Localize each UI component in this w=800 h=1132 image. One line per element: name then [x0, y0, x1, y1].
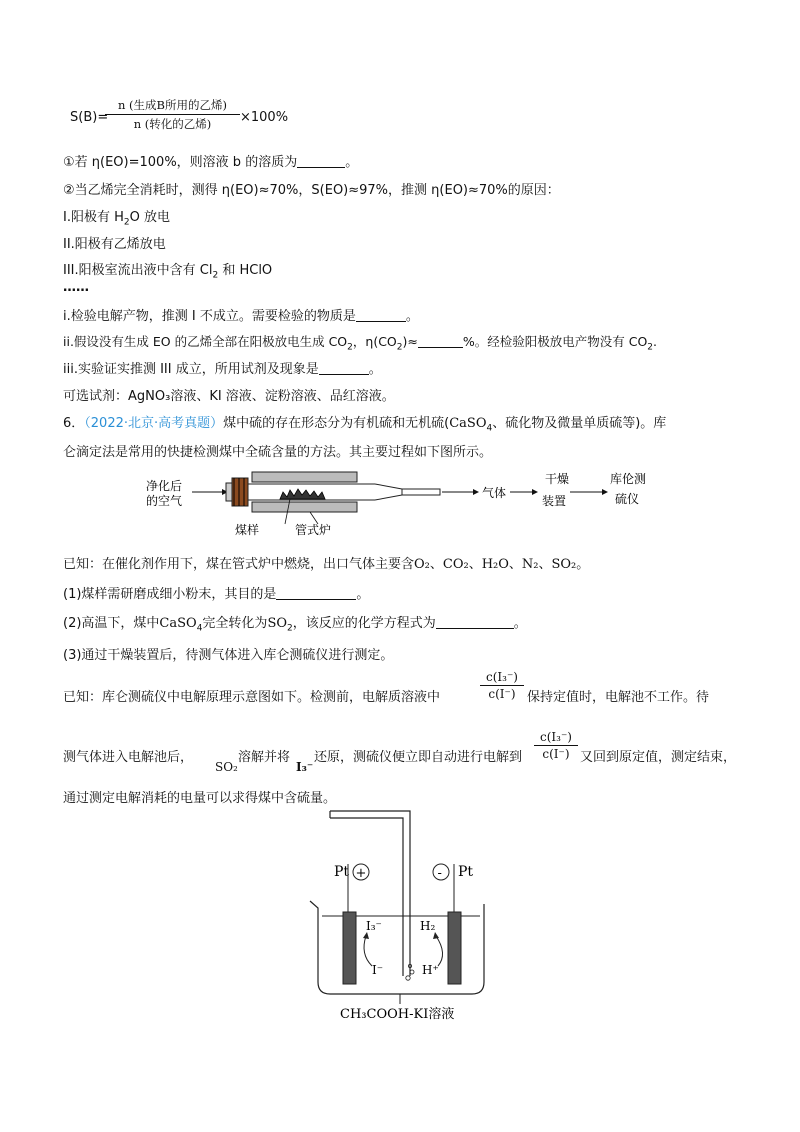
question-number: 6．	[63, 416, 85, 431]
svg-text:+: +	[355, 866, 367, 881]
coal-sample-label: 煤样	[235, 523, 260, 537]
tube-furnace-label: 管式炉	[295, 523, 332, 537]
electrolysis-cell-diagram	[300, 806, 500, 1022]
q5-sub-ii: ii.假设没有生成 EO 的乙烯全部在阳极放电生成 $CO_2$，$\eta(CO_2)\approx$ %。经检验阳极放电产物没有 $CO_2$.	[63, 334, 657, 353]
flow-dryer-label-2: 装置	[542, 494, 567, 508]
q5-hypothesis-1: I.阳极有 $H_2O$ 放电	[63, 210, 170, 228]
answer-blank[interactable]	[297, 155, 345, 168]
formula-sb-numerator: n (生成B所用的乙烯)	[105, 97, 240, 115]
q6-intro-line2: 仑滴定法是常用的快捷检测煤中全硫含量的方法。其主要过程如下图所示。	[63, 445, 493, 460]
formula-sb-fraction	[105, 97, 240, 132]
q6-known-3-a: 测气体进入电解池后，	[63, 750, 194, 765]
cathode-electrode	[448, 912, 461, 984]
q5-hypothesis-3: III.阳极室流出液中含有 $Cl_2$ 和 HClO	[63, 263, 273, 281]
iodide-ratio-fraction-1: $\frac{\text{c(I₃⁻)}}{c(I^-)}$	[480, 670, 524, 701]
q6-known-1: 已知：在催化剂作用下，煤在管式炉中燃烧，出口气体主要含O₂、CO₂、H₂O、N₂、SO₂。	[63, 557, 590, 572]
q5-item2: ②当乙烯完全消耗时，测得 η(EO)≈70%，S(EO)≈97%，推测 η(EO)≈70%的原因：	[63, 183, 560, 198]
flow-inlet-label-1: 净化后	[146, 479, 183, 493]
q5-sub-iii: iii.实验证实推测 III 成立，所用试剂及现象是 。	[63, 362, 382, 377]
q6-known-3-so2: SO₂	[215, 760, 238, 774]
flow-inlet-label-2: 的空气	[146, 494, 183, 508]
cathode-pt-label: Pt	[458, 864, 474, 880]
flow-coulometer-label-1: 库伦测	[610, 472, 647, 486]
iodide-ratio-fraction-2: $\frac{\text{c(I₃⁻)}}{c(I^-)}$	[534, 730, 578, 761]
svg-text:-: -	[437, 866, 442, 881]
q5-sub-i: i.检验电解产物，推测 I 不成立。需要检验的物质是 。	[63, 309, 419, 324]
q6-known-3-b: 溶解并将	[238, 750, 291, 765]
answer-blank[interactable]	[319, 362, 369, 375]
tube-furnace-top	[252, 472, 357, 482]
formula-sb-multiplier: ×100%	[240, 110, 289, 125]
q6-part-3: (3)通过干燥装置后，待测气体进入库仑测硫仪进行测定。	[63, 648, 394, 663]
triiodide-label: I₃⁻	[366, 919, 382, 933]
answer-blank[interactable]	[436, 616, 514, 629]
flow-coulometer-label-2: 硫仪	[615, 492, 640, 506]
answer-blank[interactable]	[276, 587, 356, 600]
anode-pt-label: Pt	[334, 864, 350, 880]
q6-part-1: (1)煤样需研磨成细小粉末，其目的是 。	[63, 587, 370, 602]
coal-sample	[280, 489, 325, 499]
flow-dryer-label-1: 干燥	[545, 472, 570, 486]
q6-known-4: 通过测定电解消耗的电量可以求得煤中含硫量。	[63, 791, 337, 806]
q5-ellipsis: ……	[63, 280, 89, 295]
q6-known-2-b: 保持定值时，电解池不工作。待	[527, 690, 710, 705]
q5-item1: ①若 η(EO)=100%，则溶液 b 的溶质为 。	[63, 155, 359, 170]
electrolyte-label: CH₃COOH-KI溶液	[340, 1007, 455, 1022]
formula-sb-lhs: S(B)=	[70, 110, 109, 125]
q6-intro-line1: 6．（2022·北京·高考真题）煤中硫的存在形态分为有机硫和无机硫(CaSO$_4$、硫化物及微量单质硫等)。库	[63, 416, 667, 434]
q6-known-2-a: 已知：库仑测硫仪中电解原理示意图如下。检测前，电解质溶液中	[63, 690, 441, 705]
q6-known-3-i3: I₃⁻	[296, 760, 314, 774]
q6-part-2: (2)高温下，煤中CaSO$_4$完全转化为$SO_2$，该反应的化学方程式为 。	[63, 616, 527, 634]
source-tag[interactable]: （2022·北京·高考真题）	[84, 416, 224, 431]
combustion-flow-diagram	[140, 468, 680, 538]
hydrogen-label: H₂	[420, 919, 436, 933]
anode-electrode	[343, 912, 356, 984]
q5-hypothesis-2: II.阳极有乙烯放电	[63, 237, 166, 252]
proton-label: H⁺	[422, 963, 439, 977]
answer-blank[interactable]	[418, 335, 463, 348]
q6-known-3-c: 还原，测硫仪便立即自动进行电解到	[314, 750, 523, 765]
flow-gas-label: 气体	[482, 486, 507, 500]
tube-furnace-bottom	[252, 502, 357, 512]
q5-reagents: 可选试剂：AgNO₃溶液、KI 溶液、淀粉溶液、品红溶液。	[63, 389, 395, 404]
answer-blank[interactable]	[356, 309, 406, 322]
q6-known-3-d: 又回到原定值，测定结束，	[580, 750, 737, 765]
iodide-label: I⁻	[372, 963, 384, 977]
formula-sb-denominator: n (转化的乙烯)	[133, 117, 212, 131]
